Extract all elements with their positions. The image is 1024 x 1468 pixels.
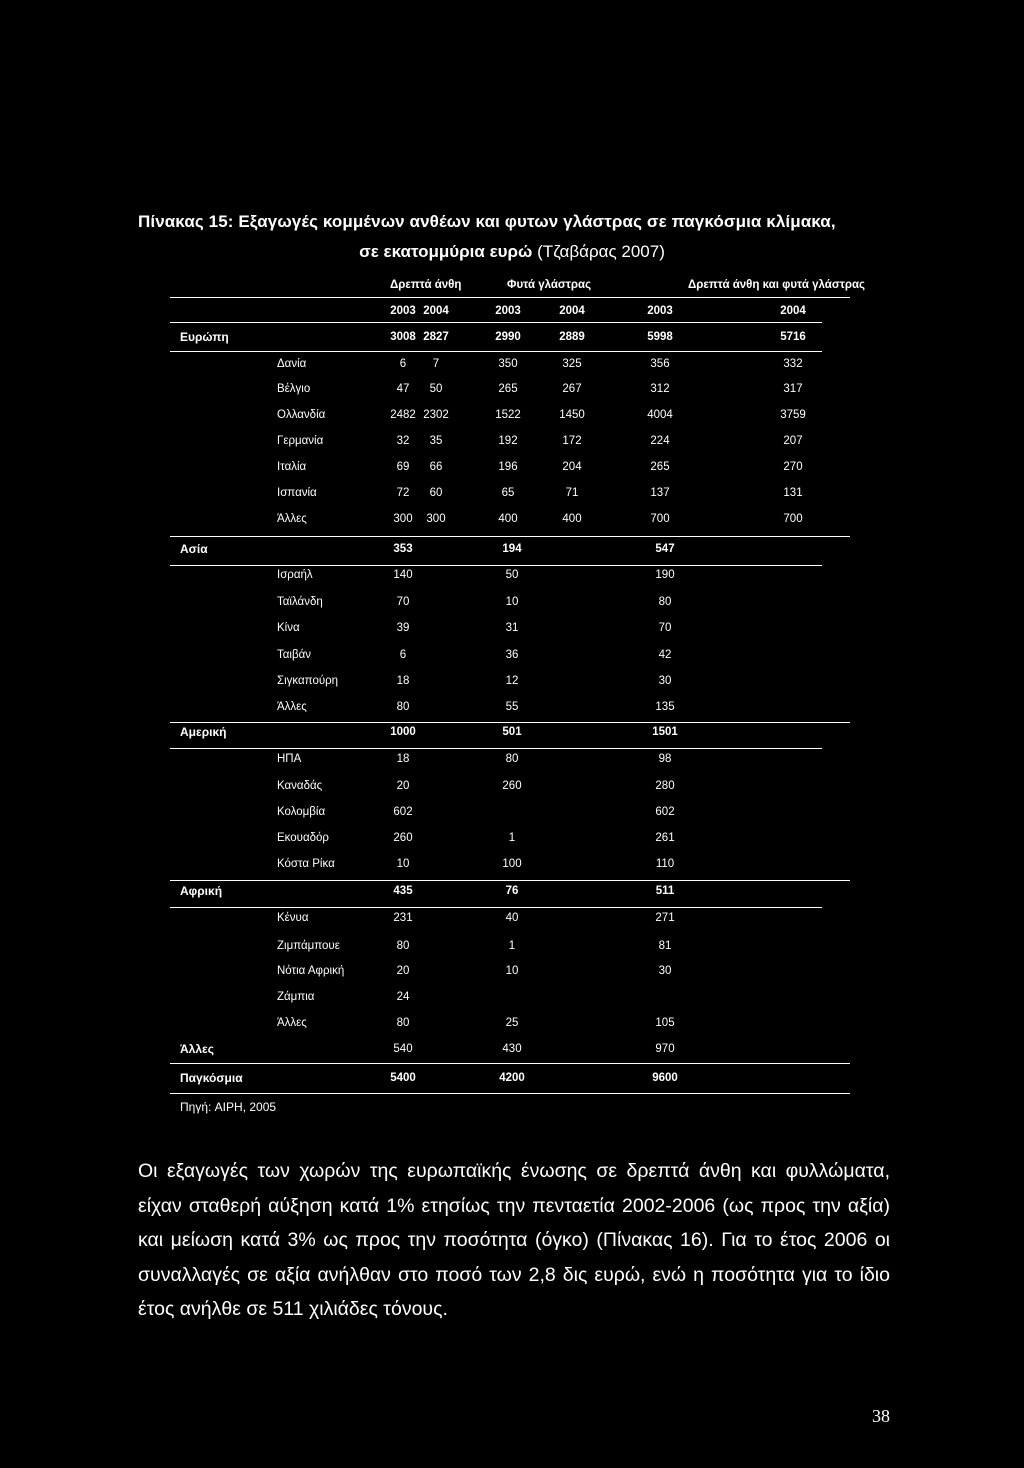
- region-total-cell: 5716: [780, 331, 806, 343]
- column-group-header: Φυτά γλάστρας: [507, 279, 592, 291]
- year-header: 2004: [423, 305, 449, 317]
- table-cell: 300: [426, 513, 446, 525]
- year-header: 2004: [780, 305, 806, 317]
- table-cell: 24: [396, 991, 410, 1003]
- region-total-cell: 547: [655, 543, 675, 555]
- table-source: Πηγή: AIPH, 2005: [180, 1100, 277, 1114]
- country-name: Άλλες: [277, 701, 307, 713]
- table-cell: 204: [562, 461, 582, 473]
- table-title-line1: Πίνακας 15: Εξαγωγές κομμένων ανθέων και φυτων γλάστρας σε παγκόσμια κλίμακα,: [138, 212, 836, 231]
- year-header: 2003: [647, 305, 673, 317]
- table-cell: 260: [393, 832, 413, 844]
- region-label-america: Αμερική: [180, 725, 227, 739]
- table-cell: 332: [783, 358, 803, 370]
- global-total-cell: 5400: [390, 1072, 416, 1084]
- region-total-cell: 1501: [652, 726, 678, 738]
- country-name: Ταιβάν: [277, 649, 311, 661]
- table-cell: 18: [396, 675, 410, 687]
- table-cell: 70: [396, 596, 410, 608]
- body-paragraph: Οι εξαγωγές των χωρών της ευρωπαϊκής ένωσης σε δρεπτά άνθη και φυλλώματα, είχαν σταθερή αύξηση κατά 1% ετησίως την πενταετία 2002-2006 (ως προς την αξία) και μείωση κατά 3% ως προς την ποσότητα (όγκο) (Πίνακας 16). Για το έτος 2006 οι συναλλαγές σε αξία ανήλθαν στο ποσό των 2,8 δις ευρώ, ενώ η ποσότητα για το ίδιο έτος ανήλθε σε 511 χιλιάδες τόνους.: [138, 1160, 890, 1320]
- table-cell: 65: [501, 487, 515, 499]
- table-cell: 172: [562, 435, 582, 447]
- table-title-unit: σε εκατομμύρια ευρώ: [359, 242, 533, 261]
- table-cell: 4004: [647, 409, 673, 421]
- table-cell: 40: [505, 912, 519, 924]
- region-divider: [170, 1063, 850, 1064]
- table-cell: 356: [650, 358, 670, 370]
- country-name: Γερμανία: [277, 435, 324, 447]
- table-cell: 3759: [780, 409, 806, 421]
- page-number: 38: [872, 1406, 890, 1426]
- region-divider: [170, 907, 822, 908]
- table-cell: 10: [396, 858, 410, 870]
- country-name: Άλλες: [277, 1017, 307, 1029]
- table-cell: 260: [502, 780, 522, 792]
- table-cell: 540: [393, 1043, 413, 1055]
- table-cell: 32: [396, 435, 410, 447]
- year-header: 2003: [495, 305, 521, 317]
- table-cell: 10: [505, 965, 519, 977]
- country-name: Άλλες: [277, 513, 307, 525]
- table-cell: 131: [783, 487, 803, 499]
- table-cell: 80: [396, 1017, 410, 1029]
- region-total-cell: 353: [393, 543, 413, 555]
- country-name: Κόστα Ρίκα: [277, 858, 335, 870]
- country-name: Καναδάς: [277, 780, 323, 792]
- country-name: Ισπανία: [277, 487, 317, 499]
- country-name: Κίνα: [277, 622, 300, 634]
- table-cell: 80: [396, 940, 410, 952]
- table-cell: 430: [502, 1043, 522, 1055]
- table-cell: 81: [658, 940, 672, 952]
- table-cell: 10: [505, 596, 519, 608]
- country-name: Ιταλία: [277, 461, 307, 473]
- table-title-line2: [0, 242, 1024, 262]
- table-cell: 20: [396, 780, 410, 792]
- table-cell: 1522: [495, 409, 521, 421]
- region-total-cell: 2990: [495, 331, 521, 343]
- table-cell: 36: [505, 649, 519, 661]
- table-cell: 2302: [423, 409, 449, 421]
- region-divider: [170, 880, 850, 881]
- table-cell: 42: [658, 649, 672, 661]
- global-total-cell: 9600: [652, 1072, 678, 1084]
- header-divider: [170, 297, 850, 298]
- country-name: Βέλγιο: [277, 383, 311, 395]
- year-header: 2004: [559, 305, 585, 317]
- table-cell: 6: [399, 358, 407, 370]
- table-cell: 20: [396, 965, 410, 977]
- table-cell: 6: [399, 649, 407, 661]
- table-cell: 312: [650, 383, 670, 395]
- region-total-cell: 3008: [390, 331, 416, 343]
- table-cell: 60: [429, 487, 443, 499]
- column-group-header: Δρεπτά άνθη και φυτά γλάστρας: [688, 279, 865, 291]
- table-cell: 80: [658, 596, 672, 608]
- table-cell: 30: [658, 965, 672, 977]
- table-cell: 280: [655, 780, 675, 792]
- table-cell: 700: [650, 513, 670, 525]
- table-cell: 50: [429, 383, 443, 395]
- country-name: Νότια Αφρική: [277, 965, 345, 977]
- table-cell: 400: [562, 513, 582, 525]
- year-header: 2003: [390, 305, 416, 317]
- table-cell: 71: [565, 487, 579, 499]
- table-cell: 271: [655, 912, 675, 924]
- region-divider: [170, 748, 822, 749]
- table-cell: 39: [396, 622, 410, 634]
- table-cell: 69: [396, 461, 410, 473]
- table-bottom-rule: [170, 1093, 850, 1094]
- table-cell: 192: [498, 435, 518, 447]
- table-cell: 400: [498, 513, 518, 525]
- table-cell: 7: [432, 358, 440, 370]
- country-name: ΗΠΑ: [277, 753, 302, 765]
- table-cell: 190: [655, 569, 675, 581]
- table-cell: 207: [783, 435, 803, 447]
- region-divider: [170, 351, 822, 352]
- table-cell: 105: [655, 1017, 675, 1029]
- table-cell: 300: [393, 513, 413, 525]
- table-cell: 137: [650, 487, 670, 499]
- table-cell: 602: [655, 806, 675, 818]
- table-cell: 1: [508, 940, 516, 952]
- table-cell: 72: [396, 487, 410, 499]
- table-cell: 47: [396, 383, 410, 395]
- table-cell: 602: [393, 806, 413, 818]
- region-label-africa: Αφρική: [180, 884, 223, 898]
- region-total-cell: 501: [502, 726, 522, 738]
- table-cell: 700: [783, 513, 803, 525]
- country-name: Εκουαδόρ: [277, 832, 329, 844]
- table-cell: 55: [505, 701, 519, 713]
- region-total-cell: 5998: [647, 331, 673, 343]
- header-divider: [170, 322, 822, 323]
- table-cell: 325: [562, 358, 582, 370]
- table-cell: 35: [429, 435, 443, 447]
- table-title-citation: (Τζαβάρας 2007): [532, 242, 665, 261]
- region-total-cell: 511: [655, 885, 675, 897]
- table-cell: 1450: [559, 409, 585, 421]
- table-cell: 265: [650, 461, 670, 473]
- region-total-cell: 1000: [390, 726, 416, 738]
- region-divider: [170, 722, 850, 723]
- region-total-cell: 2889: [559, 331, 585, 343]
- country-name: Κολομβία: [277, 806, 326, 818]
- country-name: Ισραήλ: [277, 569, 313, 581]
- table-cell: 350: [498, 358, 518, 370]
- country-name: Δανία: [277, 358, 307, 370]
- table-cell: 30: [658, 675, 672, 687]
- region-divider: [170, 536, 850, 537]
- country-name: Σιγκαπούρη: [277, 675, 339, 687]
- region-label-others: Άλλες: [180, 1042, 214, 1056]
- table-cell: 31: [505, 622, 519, 634]
- table-cell: 224: [650, 435, 670, 447]
- table-cell: 1: [508, 832, 516, 844]
- region-total-cell: 2827: [423, 331, 449, 343]
- table-cell: 18: [396, 753, 410, 765]
- country-name: Ολλανδία: [277, 409, 326, 421]
- table-cell: 70: [658, 622, 672, 634]
- country-name: Ταϊλάνδη: [277, 596, 323, 608]
- table-cell: 12: [505, 675, 519, 687]
- table-cell: 267: [562, 383, 582, 395]
- table-cell: 270: [783, 461, 803, 473]
- region-label-asia: Ασία: [180, 542, 208, 556]
- table-cell: 970: [655, 1043, 675, 1055]
- table-cell: 25: [505, 1017, 519, 1029]
- global-total-cell: 4200: [499, 1072, 525, 1084]
- table-cell: 80: [505, 753, 519, 765]
- region-label-global: Παγκόσμια: [180, 1071, 243, 1085]
- country-name: Ζάμπια: [277, 991, 315, 1003]
- table-cell: 231: [393, 912, 413, 924]
- table-cell: 317: [783, 383, 803, 395]
- table-cell: 100: [502, 858, 522, 870]
- table-cell: 110: [655, 858, 675, 870]
- table-cell: 98: [658, 753, 672, 765]
- table-cell: 66: [429, 461, 443, 473]
- country-name: Ζιμπάμπουε: [277, 940, 340, 952]
- region-divider: [170, 565, 822, 566]
- table-cell: 140: [393, 569, 413, 581]
- table-cell: 265: [498, 383, 518, 395]
- table-cell: 196: [498, 461, 518, 473]
- region-label-europe: Ευρώπη: [180, 330, 229, 344]
- table-cell: 135: [655, 701, 675, 713]
- column-group-header: Δρεπτά άνθη: [390, 279, 462, 291]
- region-total-cell: 76: [505, 885, 519, 897]
- table-cell: 2482: [390, 409, 416, 421]
- table-cell: 261: [655, 832, 675, 844]
- region-total-cell: 435: [393, 885, 413, 897]
- region-total-cell: 194: [502, 543, 522, 555]
- table-cell: 50: [505, 569, 519, 581]
- table-cell: 80: [396, 701, 410, 713]
- country-name: Κένυα: [277, 912, 309, 924]
